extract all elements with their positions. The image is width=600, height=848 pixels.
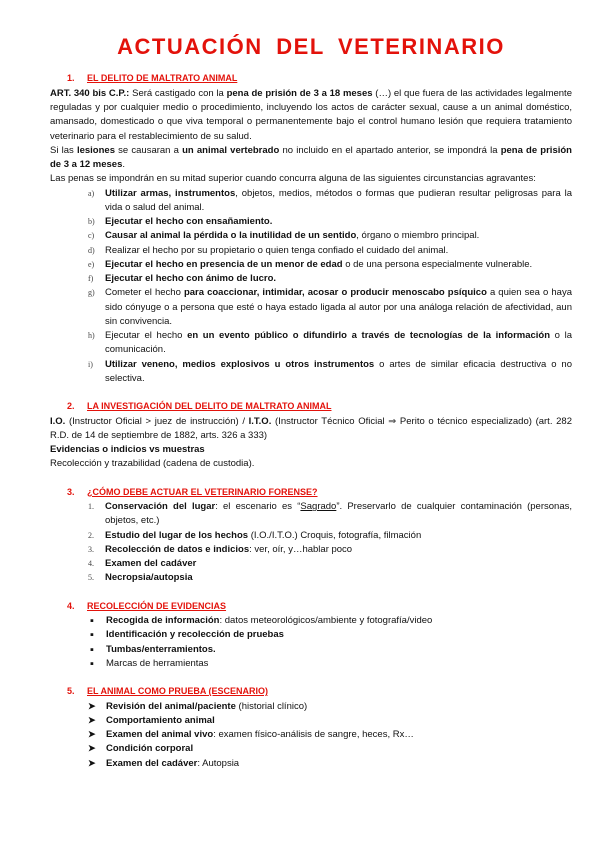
list-item: e) Ejecutar el hecho en presencia de un menor de edad o de una persona especialmente vulnerable. [88, 258, 533, 270]
list-item: i) Utilizar veneno, medios explosivos u otros instrumentos o artes de similar eficacia destructiva o no selectiva. [88, 358, 572, 384]
list-item: ➤ Examen del cadáver: Autopsia [88, 757, 240, 769]
arrow-bullet-icon: ➤ [88, 729, 96, 740]
list-item: ▪ Marcas de herramientas [50, 657, 572, 671]
list-item: a) Utilizar armas, instrumentos, objetos, medios, métodos o formas que pudieran resultar peligrosas para la vida o salud del animal. [88, 187, 572, 213]
list-item: ➤ Comportamiento animal [88, 714, 215, 726]
art-340-paragraph: ART. 340 bis C.P.: Será castigado con la pena de prisión de 3 a 18 meses (…) el que fuera de las actividades legalmente reguladas y por cualquier medio o procedimiento, incluyendo los actos de carácter sexual, cause a un animal doméstico, amansado, domesticado o que viva temporal o permanentemente bajo el control humano lesión que requiera tratamiento veterinario para el restablecimiento de su salud. [50, 87, 572, 142]
list-item: ➤ Revisión del animal/paciente (historial clínico) [88, 700, 308, 712]
section-3-title: ¿CÓMO DEBE ACTUAR EL VETERINARIO FORENSE? [87, 486, 318, 497]
section-3-heading [67, 486, 572, 500]
list-item: ▪ Identificación y recolección de pruebas [50, 628, 572, 642]
document-page [50, 34, 572, 771]
aggravating-list [50, 187, 572, 387]
traceability-line: Recolección y trazabilidad (cadena de custodia). [50, 458, 255, 470]
section-1-title: EL DELITO DE MALTRATO ANIMAL [87, 73, 238, 84]
list-item: ▪ Recogida de información: datos meteorológicos/ambiente y fotografía/video [50, 614, 572, 628]
section-5-title: EL ANIMAL COMO PRUEBA (ESCENARIO) [87, 686, 269, 697]
section-3-number: 3. [67, 486, 75, 497]
forensic-steps-list [50, 500, 572, 586]
arrow-bullet-icon: ➤ [88, 700, 96, 711]
section-1-number: 1. [67, 73, 75, 84]
section-1-heading [67, 72, 572, 86]
section-5-heading [67, 685, 572, 699]
section-5-number: 5. [67, 686, 75, 697]
list-item: b) Ejecutar el hecho con ensañamiento. [88, 216, 273, 228]
page-title: ACTUACIÓN DEL VETERINARIO [117, 34, 505, 59]
section-2-title: LA INVESTIGACIÓN DEL DELITO DE MALTRATO ANIMAL [87, 401, 332, 412]
bullet-icon: ▪ [90, 643, 94, 656]
bullet-icon: ▪ [90, 629, 94, 642]
list-item: h) Ejecutar el hecho en un evento público o difundirlo a través de tecnologías de la información o la comunicación. [88, 330, 572, 356]
aggravating-intro: Las penas se impondrán en su mitad superior cuando concurra alguna de las siguientes circunstancias agravantes: [50, 173, 536, 185]
animal-evidence-list [50, 700, 572, 771]
list-item: 1. Conservación del lugar: el escenario es “Sagrado”. Preservarlo de cualquier contaminación (personas, objetos, etc.) [88, 501, 572, 527]
evidence-collection-list [50, 614, 572, 671]
arrow-bullet-icon: ➤ [88, 757, 96, 768]
bullet-icon: ▪ [90, 657, 94, 670]
list-item: ➤ Examen del animal vivo: examen físico-análisis de sangre, heces, Rx… [88, 729, 414, 741]
evidence-line: Evidencias o indicios vs muestras [50, 444, 205, 456]
list-item: g) Cometer el hecho para coaccionar, intimidar, acosar o producir menoscabo psíquico a quien sea o haya sido cónyuge o a persona que esté o haya estado ligada al autor por una análoga relación de afectividad, aun sin convivencia. [88, 287, 572, 327]
vertebrate-paragraph: Si las lesiones se causaran a un animal vertebrado no incluido en el apartado anterior, se impondrá la pena de prisión de 3 a 12 meses. [50, 144, 572, 171]
list-item: f) Ejecutar el hecho con ánimo de lucro. [88, 273, 277, 285]
section-2-number: 2. [67, 401, 75, 412]
list-item: 5. Necropsia/autopsia [88, 572, 193, 584]
list-item: 2. Estudio del lugar de los hechos (I.O./I.T.O.) Croquis, fotografía, filmación [88, 529, 422, 541]
list-item: ➤ Condición corporal [88, 743, 194, 755]
list-item: 4. Examen del cadáver [88, 558, 197, 570]
arrow-bullet-icon: ➤ [88, 743, 96, 754]
section-4-heading [67, 600, 572, 614]
list-item: d) Realizar el hecho por su propietario o quien tenga confiado el cuidado del animal. [88, 244, 449, 256]
section-4-number: 4. [67, 600, 75, 611]
list-item: ▪ Tumbas/enterramientos. [50, 643, 572, 657]
section-2-heading [67, 400, 572, 414]
section-4-title: RECOLECCIÓN DE EVIDENCIAS [87, 600, 227, 611]
arrow-bullet-icon: ➤ [88, 714, 96, 725]
list-item: 3. Recolección de datos e indicios: ver, oír, y…hablar poco [88, 543, 353, 555]
list-item: c) Causar al animal la pérdida o la inutilidad de un sentido, órgano o miembro principal. [88, 230, 480, 242]
bullet-icon: ▪ [90, 615, 94, 628]
instructor-paragraph: I.O. (Instructor Oficial > juez de instrucción) / I.T.O. (Instructor Técnico Oficial ⇒ Perito o técnico especializado) (art. 282 R.D. de 14 de septiembre de 1882, arts. 326 a 333) [50, 415, 572, 441]
